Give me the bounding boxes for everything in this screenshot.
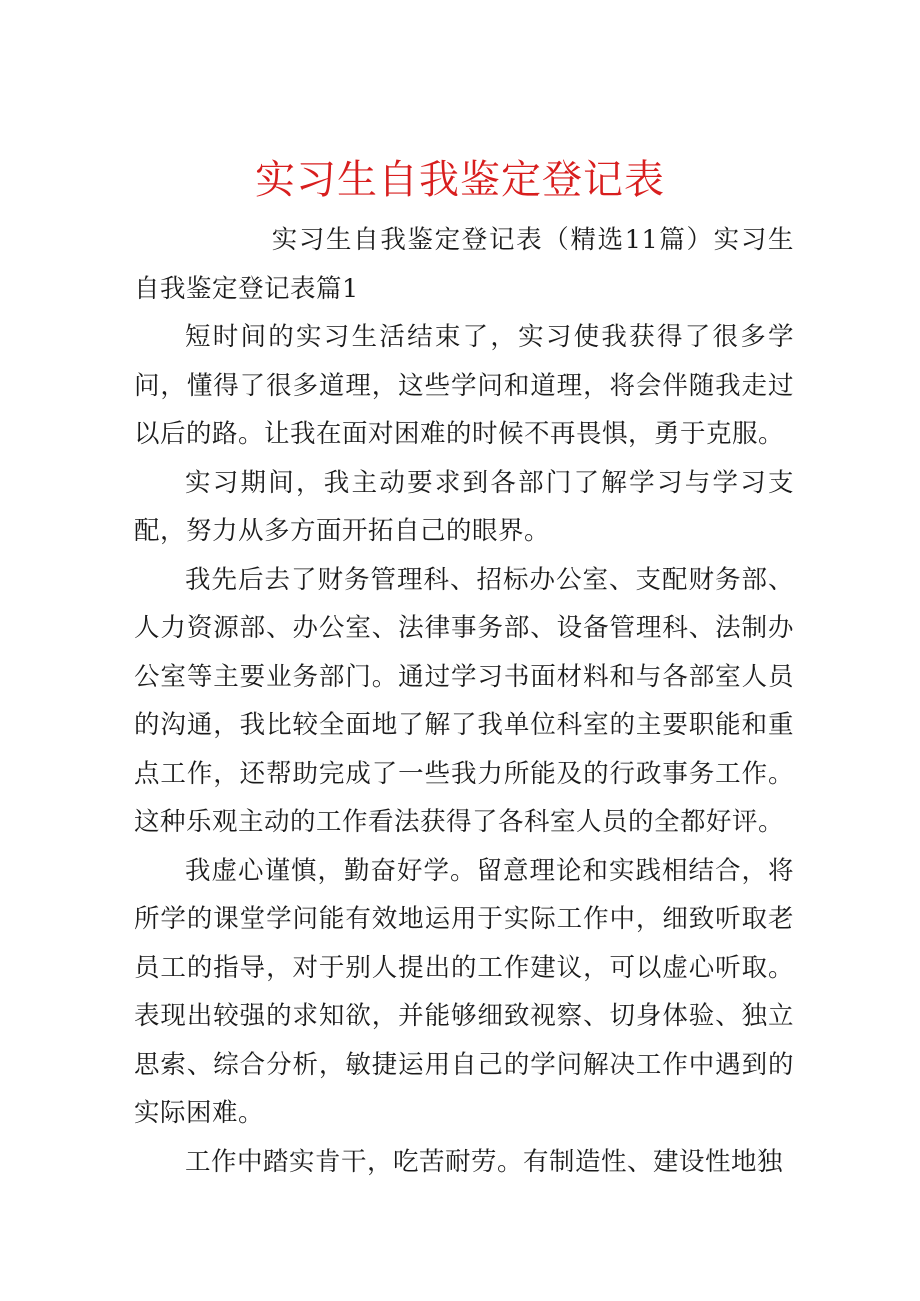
body-paragraph: 我先后去了财务管理科、招标办公室、支配财务部、人力资源部、办公室、法律事务部、设备管理科、法制办公室等主要业务部门。通过学习书面材料和与各部室人员的沟通，我比较全面地了解了我单位科室的主要职能和重点工作，还帮助完成了一些我力所能及的行政事务工作。这种乐观主动的工作看法获得了各科室人员的全都好评。 [134,564,794,837]
intro-paragraph: 实习生自我鉴定登记表（精选11篇）实习生自我鉴定登记表篇1 [134,225,794,304]
body-paragraph: 我虚心谨慎，勤奋好学。留意理论和实践相结合，将所学的课堂学问能有效地运用于实际工作中，细致听取老员工的指导，对于别人提出的工作建议，可以虚心听取。表现出较强的求知欲，并能够细致视察、切身体验、独立思索、综合分析，敏捷运用自己的学问解决工作中遇到的实际困难。 [134,855,794,1128]
document-title: 实习生自我鉴定登记表 [255,157,665,203]
body-paragraph: 实习期间，我主动要求到各部门了解学习与学习支配，努力从多方面开拓自己的眼界。 [134,467,794,546]
body-paragraph: 工作中踏实肯干，吃苦耐劳。有制造性、建设性地独 [185,1146,784,1177]
document-body [134,216,794,1186]
body-paragraph: 短时间的实习生活结束了，实习使我获得了很多学问，懂得了很多道理，这些学问和道理，将会伴随我走过以后的路。让我在面对困难的时候不再畏惧，勇于克服。 [134,322,794,449]
